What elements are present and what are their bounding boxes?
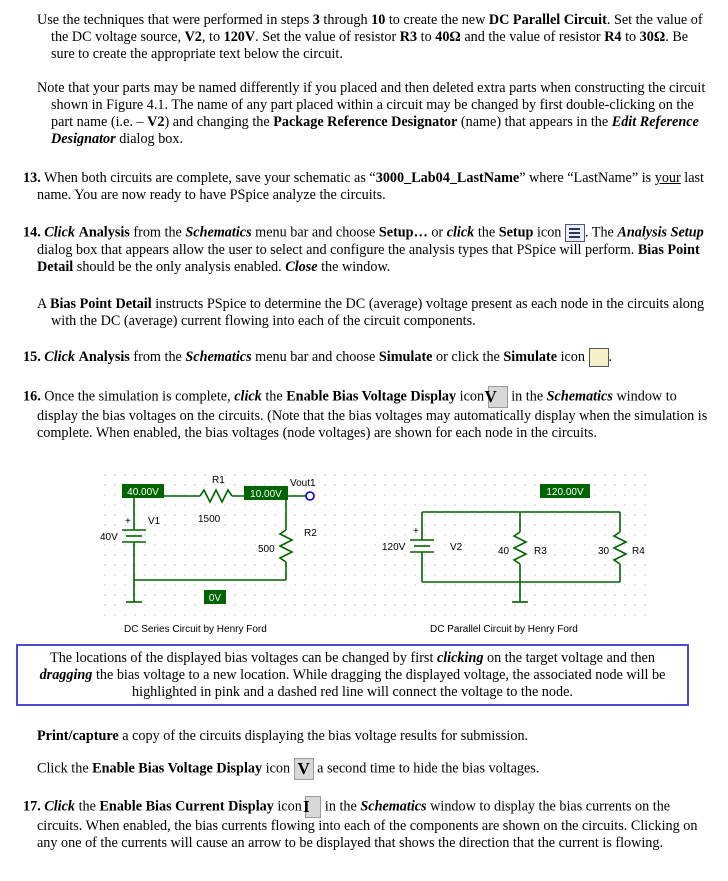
text: 3 bbox=[312, 12, 320, 28]
r4-label: R4 bbox=[632, 546, 645, 557]
text: Print/capture bbox=[37, 728, 119, 744]
text: a second time to hide the bias voltages. bbox=[313, 760, 540, 777]
text: to bbox=[417, 29, 436, 45]
enable-bias-current-icon[interactable]: I bbox=[305, 796, 321, 818]
text: in the bbox=[507, 388, 547, 405]
text: Schematics bbox=[185, 224, 252, 241]
text: . The bbox=[584, 224, 618, 241]
paragraph-part-naming-note bbox=[37, 80, 707, 148]
v2-label: V2 bbox=[450, 542, 463, 553]
text: When both circuits are complete, save your schematic as “ bbox=[40, 170, 376, 186]
text: Click bbox=[44, 348, 76, 365]
step-15: 15. Click Analysis from the Schematics menu bar and choose Simulate or click the Simulate icon . bbox=[23, 348, 709, 367]
text: icon bbox=[273, 798, 306, 815]
bias-voltage-text: 10.00V bbox=[250, 489, 282, 500]
text: . Set the value of resistor bbox=[255, 29, 400, 45]
schematic-figure bbox=[100, 470, 650, 640]
text: Click bbox=[44, 798, 76, 815]
plus-sign: + bbox=[413, 526, 419, 537]
v1-label: V1 bbox=[148, 516, 161, 527]
text: A bbox=[37, 296, 51, 312]
simulate-icon[interactable] bbox=[589, 348, 609, 367]
text: menu bar and choose bbox=[251, 224, 379, 241]
r3-value: 40 bbox=[498, 546, 510, 557]
vout-label: Vout1 bbox=[290, 478, 316, 489]
series-caption: DC Series Circuit by Henry Ford bbox=[124, 624, 267, 635]
step-number: 14. bbox=[23, 224, 41, 241]
text: (name) that appears in the bbox=[457, 114, 612, 130]
paragraph-bias-point-detail bbox=[37, 296, 707, 330]
text: your bbox=[654, 170, 681, 186]
text: should be the only analysis enabled. bbox=[73, 259, 286, 275]
text: 40Ω bbox=[435, 29, 461, 45]
text: Simulate bbox=[503, 348, 558, 365]
text: click bbox=[446, 224, 475, 241]
text: Simulate bbox=[378, 348, 433, 365]
parallel-caption: DC Parallel Circuit by Henry Ford bbox=[430, 624, 578, 635]
text: click bbox=[234, 388, 262, 405]
step-13 bbox=[23, 170, 707, 204]
text: ) and changing the bbox=[164, 114, 274, 130]
setup-icon[interactable] bbox=[565, 224, 585, 242]
step-16 bbox=[23, 386, 709, 442]
step-14 bbox=[23, 224, 709, 276]
text: 3000_Lab04_LastName bbox=[375, 170, 520, 186]
bias-voltage-text: 120.00V bbox=[546, 487, 584, 498]
text: window to display the bias voltages on the circuits. (Note that the bias voltages may automatically display when the simulation is complete. When enabled, the bias voltages (node voltages) are shown for each node in the circuits. bbox=[37, 388, 708, 441]
text: dragging bbox=[39, 667, 93, 683]
text: . Set the value of the DC voltage source, bbox=[51, 12, 703, 45]
step-number: 13. bbox=[23, 170, 41, 186]
text: from the bbox=[129, 348, 186, 365]
text: Schematics bbox=[185, 348, 252, 365]
text: menu bar and choose bbox=[251, 348, 379, 365]
r2-label: R2 bbox=[304, 528, 317, 539]
text: . Be sure to create the appropriate text below the circuit. bbox=[51, 29, 689, 62]
text: Setup… bbox=[378, 224, 428, 241]
text: the bbox=[261, 388, 287, 405]
text: DC Parallel Circuit bbox=[488, 12, 607, 28]
text: dialog box that appears allow the user to select and configure the analysis types that PSpice will perform. bbox=[37, 242, 638, 258]
text: to create the new bbox=[385, 12, 489, 28]
text: clicking bbox=[436, 650, 484, 666]
text: The locations of the displayed bias voltages can be changed by first bbox=[50, 650, 437, 666]
text: to bbox=[621, 29, 640, 45]
text: icon bbox=[262, 760, 294, 777]
text: 120V bbox=[223, 29, 256, 45]
text: icon bbox=[557, 348, 589, 365]
step-17 bbox=[23, 796, 709, 852]
text: Enable Bias Voltage Display bbox=[92, 760, 263, 777]
text: Once the simulation is complete, bbox=[40, 388, 235, 405]
text: 10 bbox=[371, 12, 386, 28]
r2-value: 500 bbox=[258, 544, 275, 555]
text: Setup bbox=[498, 224, 534, 241]
text: instructs PSpice to determine the DC (average) voltage present as each node in the circuits along with the DC (average) current flowing into each of the circuit components. bbox=[51, 296, 705, 329]
text: Enable Bias Current Display bbox=[99, 798, 274, 815]
text: on the target voltage and then bbox=[483, 650, 655, 666]
step-number: 16. bbox=[23, 388, 41, 405]
text: the window. bbox=[317, 259, 391, 275]
text: Analysis bbox=[78, 348, 130, 365]
text: Bias Point Detail bbox=[37, 242, 700, 275]
text: V2 bbox=[184, 29, 202, 45]
callout-box bbox=[16, 644, 689, 706]
text: in the bbox=[321, 798, 361, 815]
paragraph-hide-bias bbox=[37, 758, 693, 780]
text: Enable Bias Voltage Display bbox=[286, 388, 457, 405]
text: or bbox=[427, 224, 447, 241]
text: or click the bbox=[432, 348, 504, 365]
enable-bias-voltage-icon[interactable]: V bbox=[488, 386, 508, 408]
text: Bias Point Detail bbox=[50, 296, 152, 312]
step-number: 15. bbox=[23, 348, 41, 365]
text: , to bbox=[201, 29, 224, 45]
plus-sign: + bbox=[125, 516, 131, 527]
text: Edit Reference Designator bbox=[51, 114, 699, 147]
text: Analysis bbox=[78, 224, 130, 241]
text: from the bbox=[129, 224, 186, 241]
paragraph-print-capture bbox=[37, 728, 693, 745]
text: Note that your parts may be named differently if you placed and then deleted extra parts when constructing the circuit shown in Figure 4.1. The name of any part placed within a circuit may be changed by first double-clicking on the part name (i.e. – bbox=[37, 80, 706, 130]
text: the bbox=[474, 224, 499, 241]
r1-value: 1500 bbox=[198, 514, 221, 525]
text: the bbox=[75, 798, 100, 815]
text: R4 bbox=[604, 29, 622, 45]
text: Use the techniques that were performed in steps bbox=[37, 12, 313, 28]
text: Schematics bbox=[546, 388, 613, 405]
text: and the value of resistor bbox=[460, 29, 605, 45]
r1-label: R1 bbox=[212, 475, 225, 486]
source-value: 120V bbox=[382, 542, 406, 553]
text: 30Ω bbox=[639, 29, 666, 45]
r3-label: R3 bbox=[534, 546, 547, 557]
text: ” where “LastName” is bbox=[519, 170, 655, 186]
text: through bbox=[319, 12, 372, 28]
bias-voltage-text: 0V bbox=[208, 593, 222, 604]
text: icon bbox=[533, 224, 565, 241]
text: a copy of the circuits displaying the bias voltage results for submission. bbox=[118, 728, 529, 744]
text: Schematics bbox=[360, 798, 427, 815]
text: the bias voltage to a new location. While dragging the displayed voltage, the associated node will be highlighted in pink and a dashed red line will connect the voltage to the node. bbox=[92, 667, 666, 700]
text: Click bbox=[44, 224, 76, 241]
text: R3 bbox=[399, 29, 418, 45]
text: Click the bbox=[37, 760, 93, 777]
text: Package Reference Designator bbox=[273, 114, 458, 130]
text: Analysis Setup bbox=[617, 224, 704, 241]
r4-value: 30 bbox=[598, 546, 610, 557]
text: dialog box. bbox=[115, 131, 184, 147]
text: icon bbox=[456, 388, 488, 405]
enable-bias-voltage-icon[interactable]: V bbox=[294, 758, 314, 780]
text: V2 bbox=[147, 114, 165, 130]
step-number: 17. bbox=[23, 798, 41, 815]
bias-voltage-text: 40.00V bbox=[127, 487, 159, 498]
source-value: 40V bbox=[100, 532, 118, 543]
text: window to display the bias currents on the circuits. When enabled, the bias currents flowing into each of the components are shown on the circuits. Clicking on any one of the currents will cause an arrow to be displayed that shows the direction that the current is flowing. bbox=[37, 798, 698, 851]
text: last name. You are now ready to have PSpice analyze the circuits. bbox=[37, 170, 704, 203]
paragraph-dc-parallel-intro bbox=[37, 12, 707, 63]
text: Close bbox=[285, 259, 318, 275]
